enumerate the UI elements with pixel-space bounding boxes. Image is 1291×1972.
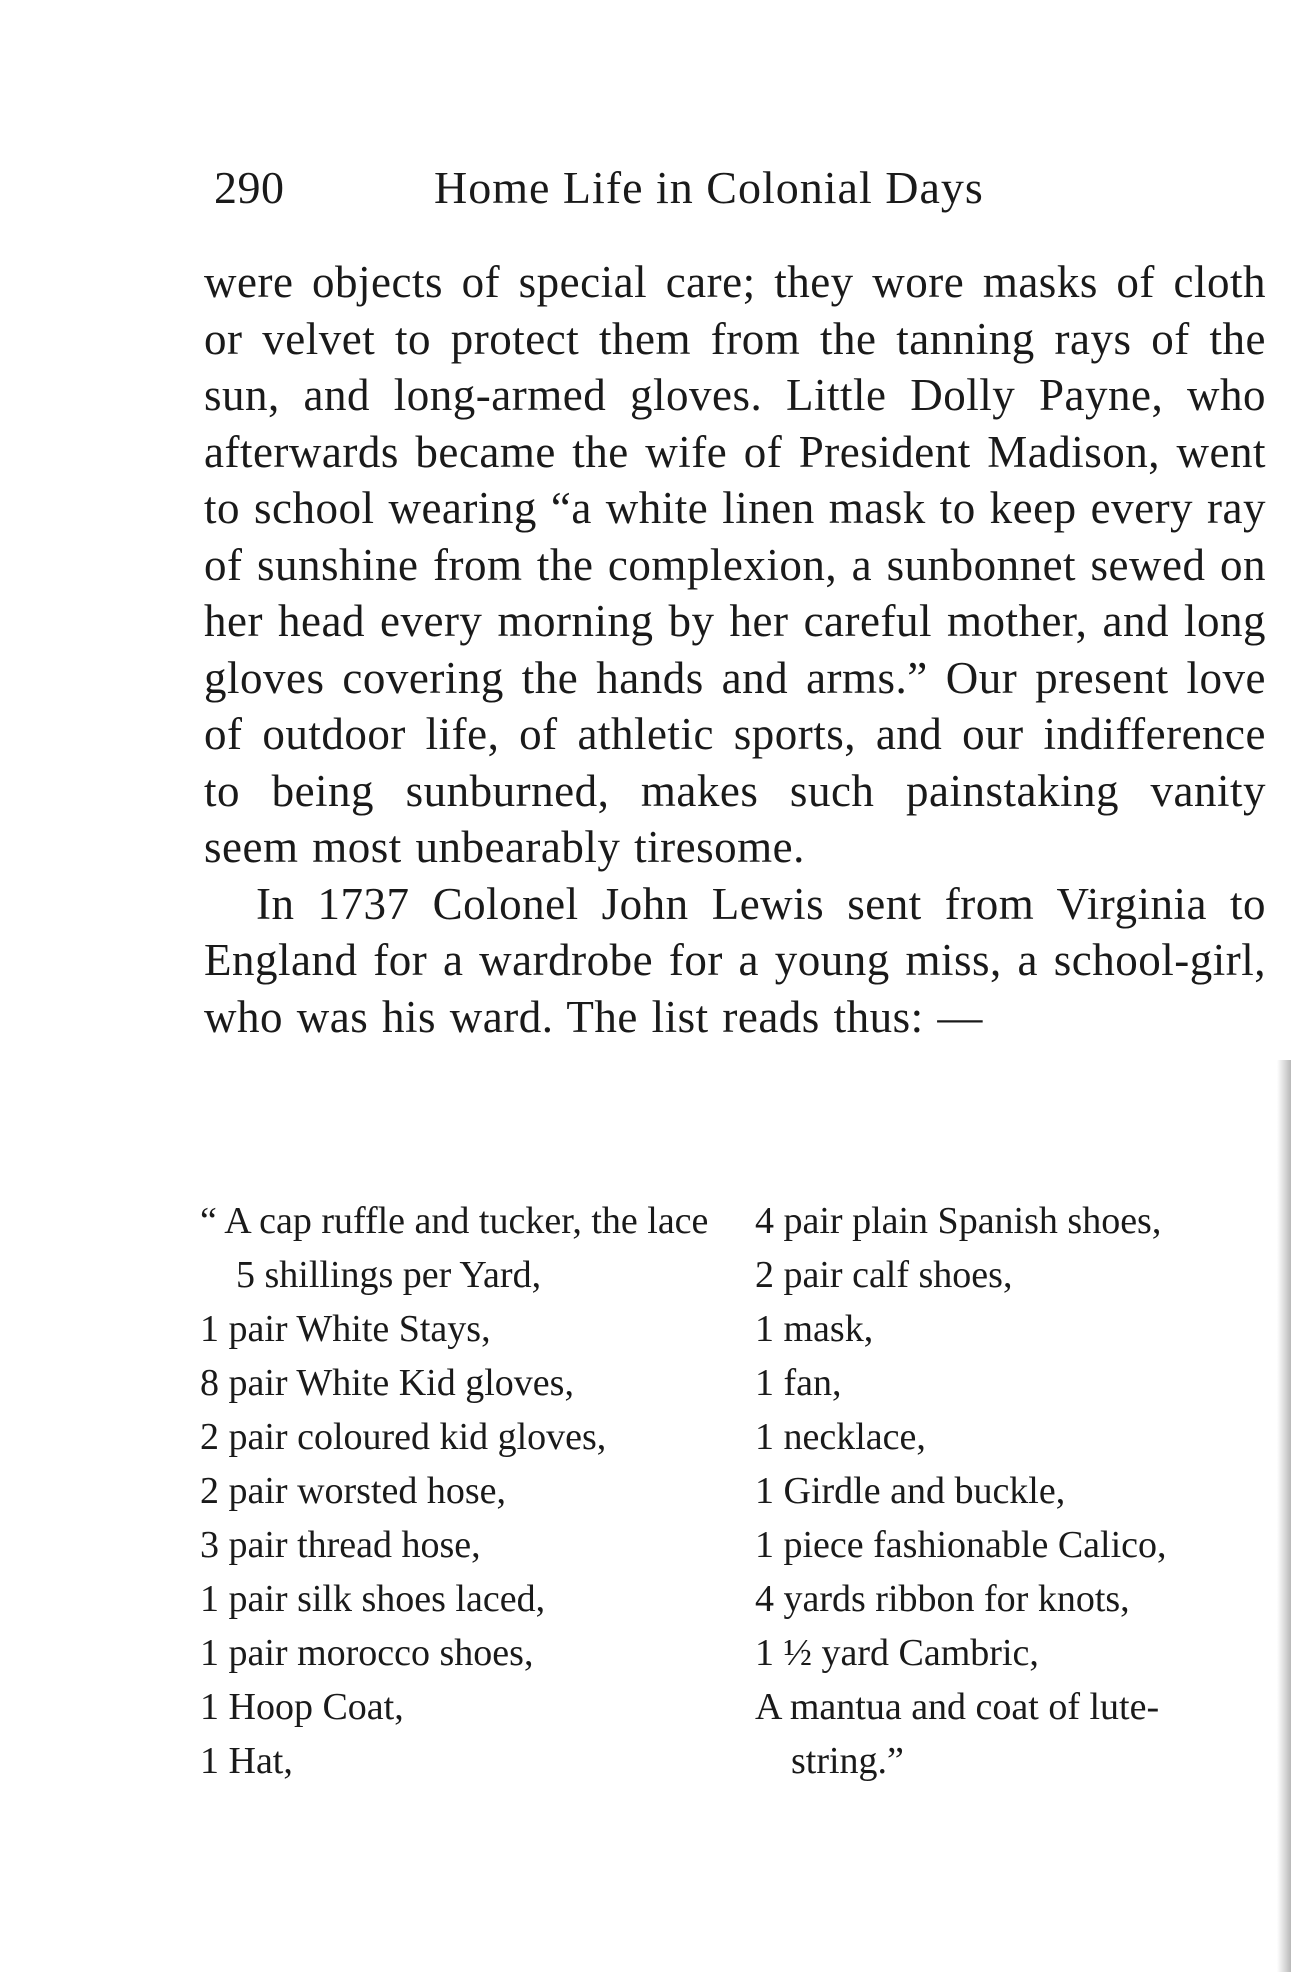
paragraph-wardrobe-intro: In 1737 Colonel John Lewis sent from Virginia to England for a wardrobe for a young miss, a school-girl, who was his ward. The list reads thus: —	[204, 878, 1266, 1042]
list-item: 3 pair thread hose,	[200, 1524, 481, 1566]
list-item: 1 necklace,	[755, 1416, 926, 1458]
list-item: 1 Hoop Coat,	[200, 1686, 404, 1728]
running-head	[214, 158, 1054, 218]
wardrobe-list-right-column	[755, 1194, 1255, 1788]
list-item: 1 mask,	[755, 1308, 874, 1350]
list-item: 1 pair silk shoes laced,	[200, 1578, 546, 1620]
list-item: 2 pair coloured kid gloves,	[200, 1416, 607, 1458]
list-item: 1 pair White Stays,	[200, 1308, 491, 1350]
list-item: 1 piece fashionable Calico,	[755, 1524, 1167, 1566]
list-item: 1 pair morocco shoes,	[200, 1632, 534, 1674]
list-item: 1 fan,	[755, 1362, 842, 1404]
wardrobe-list-left-column	[200, 1194, 720, 1788]
list-item: 1 Hat,	[200, 1740, 293, 1782]
page-number: 290	[214, 162, 285, 213]
list-item: A mantua and coat of lute-string.”	[755, 1686, 1160, 1782]
page-edge-shadow	[1277, 1060, 1291, 1972]
list-item: “ A cap ruffle and tucker, the lace 5 shillings per Yard,	[200, 1200, 709, 1296]
list-item: 2 pair worsted hose,	[200, 1470, 507, 1512]
list-item: 2 pair calf shoes,	[755, 1254, 1013, 1296]
list-item: 1 ½ yard Cambric,	[755, 1632, 1039, 1674]
list-item: 4 pair plain Spanish shoes,	[755, 1200, 1162, 1242]
paragraph-masks: were objects of special care; they wore masks of cloth or velvet to protect them from the tanning rays of the sun, and long-armed gloves. Little Dolly Payne, who afterwards became the wife of President Madison, went to school wearing “a white linen mask to keep every ray of sunshine from the complexion, a sunbonnet sewed on her head every morning by her careful mother, and long gloves covering the hands and arms.” Our present love of outdoor life, of athletic sports, and our indifference to being sunburned, makes such painstaking vanity seem most unbearably tiresome.	[204, 257, 1266, 872]
body-text	[204, 254, 1266, 1045]
list-item: 4 yards ribbon for knots,	[755, 1578, 1130, 1620]
list-item: 8 pair White Kid gloves,	[200, 1362, 574, 1404]
running-title: Home Life in Colonial Days	[434, 162, 984, 213]
list-item: 1 Girdle and buckle,	[755, 1470, 1066, 1512]
